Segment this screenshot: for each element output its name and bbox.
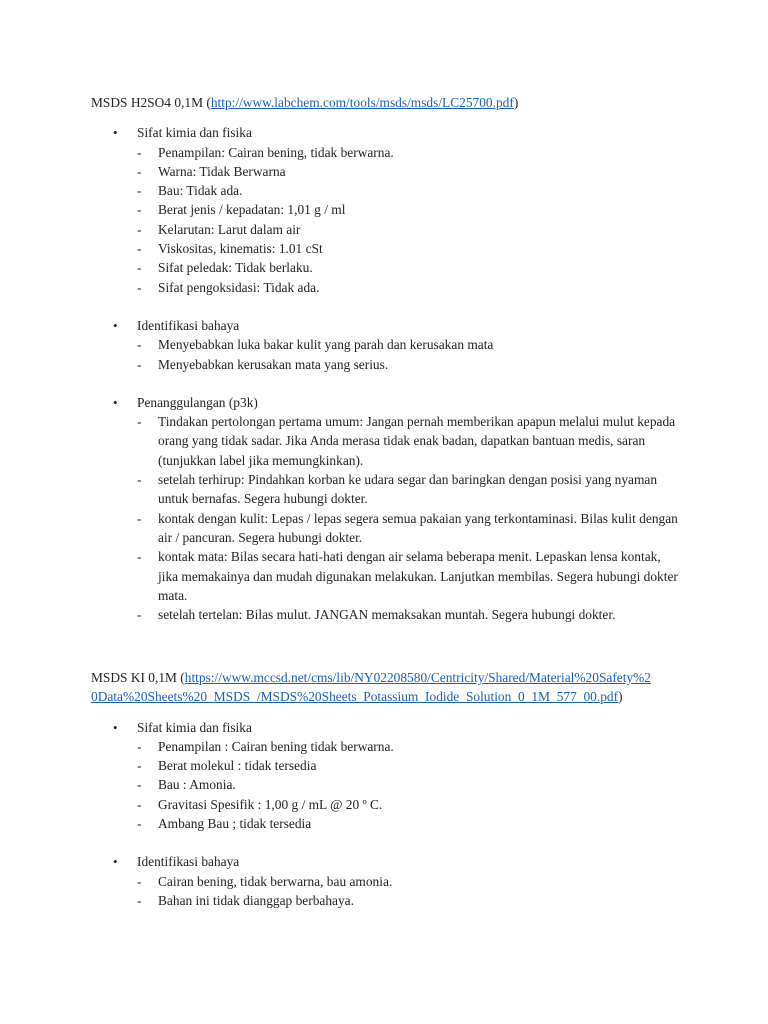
msds-source-link[interactable]: http://www.labchem.com/tools/msds/msds/LC25700.pdf: [210, 95, 514, 110]
item-text: kontak mata: Bilas secara hati-hati dengan air selama beberapa menit. Lepaskan lensa kontak, jika memakainya dan mudah digunakan melakukan. Lanjutkan membilas. Segera hubungi dokter mata.: [158, 549, 678, 603]
dash-icon: -: [137, 356, 142, 372]
list-item: [91, 143, 691, 162]
msds-section-h2so4: [91, 93, 691, 624]
list-item: [91, 181, 691, 200]
group-hazards: [91, 316, 691, 374]
bullet-icon: •: [113, 125, 118, 141]
item-text: Viskositas, kinematis: 1.01 cSt: [158, 241, 323, 257]
list-item: [91, 775, 691, 794]
item-list: [137, 872, 691, 911]
dash-icon: -: [137, 472, 142, 488]
dash-icon: -: [137, 241, 142, 257]
list-item: [91, 278, 691, 297]
list-item: [91, 795, 691, 814]
list-item: [91, 547, 682, 605]
group-properties: [91, 718, 691, 834]
item-text: Berat jenis / kepadatan: 1,01 g / ml: [158, 202, 346, 218]
dash-icon: -: [137, 873, 142, 889]
dash-icon: -: [137, 337, 142, 353]
list-item: [91, 509, 682, 548]
list-item: [91, 605, 682, 624]
dash-icon: -: [137, 549, 142, 565]
item-list: [137, 412, 682, 624]
group-label: Sifat kimia dan fisika: [137, 719, 252, 735]
dash-icon: -: [137, 221, 142, 237]
item-text: Menyebabkan kerusakan mata yang serius.: [158, 356, 389, 372]
list-item: [91, 335, 691, 354]
item-text: Bau : Amonia.: [158, 777, 236, 793]
list-item: [91, 412, 682, 470]
item-list: [137, 737, 691, 833]
dash-icon: -: [137, 816, 142, 832]
group-label: Penanggulangan (p3k): [137, 394, 258, 410]
group-label: Sifat kimia dan fisika: [137, 125, 252, 141]
dash-icon: -: [137, 892, 142, 908]
list-item: [91, 239, 691, 258]
item-text: setelah tertelan: Bilas mulut. JANGAN memaksakan muntah. Segera hubungi dokter.: [158, 607, 616, 623]
list-item: [91, 200, 691, 219]
item-text: Sifat peledak: Tidak berlaku.: [158, 260, 313, 276]
spacer: [91, 297, 691, 316]
dash-icon: -: [137, 758, 142, 774]
list-item: [91, 737, 691, 756]
item-list: [137, 335, 691, 374]
item-text: Gravitasi Spesifik : 1,00 g / mL @ 20 º C.: [158, 796, 383, 812]
item-text: Menyebabkan luka bakar kulit yang parah dan kerusakan mata: [158, 337, 494, 353]
item-text: Bau: Tidak ada.: [158, 183, 243, 199]
item-text: Penampilan: Cairan bening, tidak berwarna.: [158, 144, 394, 160]
list-item: [91, 756, 691, 775]
item-text: kontak dengan kulit: Lepas / lepas segera semua pakaian yang terkontaminasi. Bilas kulit dengan air / pancuran. Segera hubungi dokter.: [158, 510, 678, 545]
msds-title: MSDS H2SO4 0,1M: [91, 95, 203, 110]
item-text: Ambang Bau ; tidak tersedia: [158, 816, 312, 832]
msds-title: MSDS KI 0,1M: [91, 670, 177, 685]
dash-icon: -: [137, 510, 142, 526]
list-item: [91, 162, 691, 181]
list-item: [91, 470, 682, 509]
bullet-icon: •: [113, 719, 118, 735]
item-text: Bahan ini tidak dianggap berbahaya.: [158, 892, 354, 908]
bullet-icon: •: [113, 394, 118, 410]
list-item: [91, 814, 691, 833]
group-properties: [91, 123, 691, 297]
dash-icon: -: [137, 163, 142, 179]
dash-icon: -: [137, 777, 142, 793]
item-text: Warna: Tidak Berwarna: [158, 163, 286, 179]
msds-section-ki: [91, 668, 691, 910]
group-first-aid: [91, 393, 691, 625]
dash-icon: -: [137, 414, 142, 430]
dash-icon: -: [137, 202, 142, 218]
dash-icon: -: [137, 796, 142, 812]
list-item: [91, 891, 691, 910]
bullet-icon: •: [113, 317, 118, 333]
msds-heading: MSDS H2SO4 0,1M (http://www.labchem.com/tools/msds/msds/LC25700.pdf): [91, 95, 519, 110]
dash-icon: -: [137, 144, 142, 160]
item-text: Tindakan pertolongan pertama umum: Jangan pernah memberikan apapun melalui mulut kepada orang yang tidak sadar. Jika Anda merasa tidak enak badan, dapatkan bantuan medis, saran (tunjukkan label jika memungkinkan).: [158, 414, 676, 468]
group-label: Identifikasi bahaya: [137, 317, 240, 333]
item-text: Sifat pengoksidasi: Tidak ada.: [158, 279, 320, 295]
list-item: [91, 355, 691, 374]
item-text: setelah terhirup: Pindahkan korban ke udara segar dan baringkan dengan posisi yang nyaman untuk bernafas. Segera hubungi dokter.: [158, 472, 658, 507]
group-hazards: [91, 852, 691, 910]
dash-icon: -: [137, 738, 142, 754]
item-text: Berat molekul : tidak tersedia: [158, 758, 317, 774]
item-list: [137, 143, 691, 297]
list-item: [91, 872, 691, 891]
item-text: Cairan bening, tidak berwarna, bau amonia.: [158, 873, 393, 889]
spacer: [91, 374, 691, 393]
item-text: Kelarutan: Larut dalam air: [158, 221, 301, 237]
dash-icon: -: [137, 260, 142, 276]
bullet-icon: •: [113, 854, 118, 870]
bullet-list: [91, 123, 691, 624]
dash-icon: -: [137, 607, 142, 623]
msds-source-link[interactable]: https://www.mccsd.net/cms/lib/NY02208580/Centricity/Shared/Material%20Safety%20Data%20Sheets%20_MSDS_/MSDS%20Sheets_Potassium_Iodide_Solution_0_1M_577_00.pdf: [91, 670, 651, 705]
item-text: Penampilan : Cairan bening tidak berwarna.: [158, 738, 394, 754]
list-item: [91, 220, 691, 239]
list-item: [91, 258, 691, 277]
dash-icon: -: [137, 183, 142, 199]
dash-icon: -: [137, 279, 142, 295]
bullet-list: [91, 718, 691, 911]
spacer: [91, 833, 691, 852]
msds-heading: MSDS KI 0,1M (https://www.mccsd.net/cms/lib/NY02208580/Centricity/Shared/Material%20Safety%20Data%20Sheets%20_MSDS_/MSDS%20Sheets_Potassium_Iodide_Solution_0_1M_577_00.pdf): [91, 670, 651, 705]
group-label: Identifikasi bahaya: [137, 854, 240, 870]
